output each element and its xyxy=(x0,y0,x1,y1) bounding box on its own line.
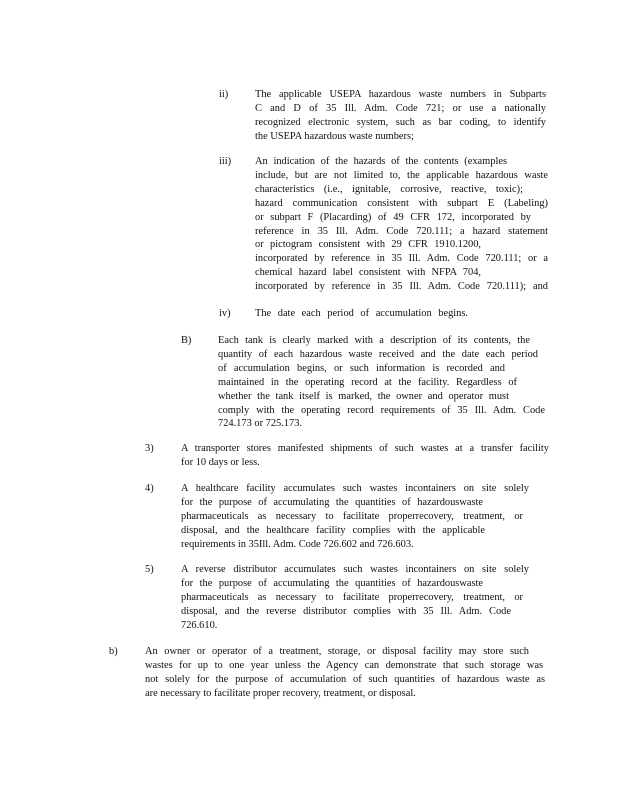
text-line: or subpart F (Placarding) of 49 CFR 172, incorporated by xyxy=(255,211,531,223)
text-line: reference in 35 Ill. Adm. Code 720.111; a hazard statement xyxy=(255,225,548,237)
text-line: incorporated by reference in 35 Ill. Adm. Code 720.111); and xyxy=(255,281,548,293)
text-line: A healthcare facility accumulates such wastes incontainers on site solely xyxy=(181,483,529,494)
paragraph-body xyxy=(255,155,548,294)
text-line: A transporter stores manifested shipments of such wastes at a transfer facility xyxy=(181,443,549,454)
text-line: maintained in the operating record at the facility. Regardless of xyxy=(218,376,517,388)
text-line: chemical hazard label consistent with NFPA 704, xyxy=(255,267,481,279)
text-line: or pictogram consistent with 29 CFR 1910.1200, xyxy=(255,239,481,251)
text-line: quantity of each hazardous waste received and the date each period xyxy=(218,348,538,360)
text-line: hazard communication consistent with subpart E (Labeling) xyxy=(255,197,548,209)
text-line: disposal, and the healthcare facility complies with the applicable xyxy=(181,524,485,536)
paragraph-label: iv) xyxy=(219,308,231,319)
paragraph-body xyxy=(218,334,545,431)
text-line: incorporated by reference in 35 Ill. Adm. Code 720.111; or a xyxy=(255,253,548,265)
text-line: the USEPA hazardous waste numbers; xyxy=(255,130,414,142)
text-line: Each tank is clearly marked with a description of its contents, the xyxy=(218,335,530,346)
paragraph-label: b) xyxy=(109,646,118,657)
paragraph-body xyxy=(145,645,545,701)
text-line: whether the tank itself is marked, the owner and operator must xyxy=(218,390,509,402)
text-line: C and D of 35 Ill. Adm. Code 721; or use a nationally xyxy=(255,102,546,114)
text-line: pharmaceuticals as necessary to facilitate properrecovery, treatment, or xyxy=(181,591,523,603)
paragraph-label: 3) xyxy=(145,443,154,454)
text-line: comply with the operating record requirements of 35 Ill. Adm. Code xyxy=(218,404,545,416)
text-line: wastes for up to one year unless the Agency can demonstrate that such storage was xyxy=(145,659,543,671)
text-line: of accumulation begins, or such information is recorded and xyxy=(218,362,505,374)
text-line: 724.173 or 725.173. xyxy=(218,418,302,430)
paragraph-label: 4) xyxy=(145,483,154,494)
text-line: for the purpose of accumulating the quantities of hazardouswaste xyxy=(181,577,483,589)
paragraph-label: ii) xyxy=(219,89,229,100)
text-line: The applicable USEPA hazardous waste numbers in Subparts xyxy=(255,89,546,100)
text-line: An owner or operator of a treatment, storage, or disposal facility may store such xyxy=(145,646,529,657)
text-line: for 10 days or less. xyxy=(181,456,260,468)
text-line: 726.610. xyxy=(181,619,218,631)
text-line: are necessary to facilitate proper recovery, treatment, or disposal. xyxy=(145,687,416,699)
text-line: for the purpose of accumulating the quantities of hazardouswaste xyxy=(181,496,483,508)
paragraph-label: 5) xyxy=(145,564,154,575)
text-line: The date each period of accumulation begins. xyxy=(255,308,468,319)
text-line: include, but are not limited to, the applicable hazardous waste xyxy=(255,169,548,181)
paragraph-body xyxy=(181,442,549,470)
text-line: recognized electronic system, such as bar coding, to identify xyxy=(255,116,546,128)
paragraph-label: B) xyxy=(181,335,192,346)
text-line: requirements in 35Ill. Adm. Code 726.602 and 726.603. xyxy=(181,538,414,550)
text-line: disposal, and the reverse distributor complies with 35 Ill. Adm. Code xyxy=(181,605,511,617)
paragraph-body xyxy=(255,307,548,321)
paragraph-body xyxy=(181,563,529,633)
paragraph-label: iii) xyxy=(219,156,232,167)
paragraph-body xyxy=(181,482,529,552)
text-line: A reverse distributor accumulates such wastes incontainers on site solely xyxy=(181,564,529,575)
text-line: not solely for the purpose of accumulation of such quantities of hazardous waste as xyxy=(145,673,545,685)
text-line: characteristics (i.e., ignitable, corrosive, reactive, toxic); xyxy=(255,183,523,195)
paragraph-body xyxy=(255,88,546,144)
text-line: An indication of the hazards of the contents (examples xyxy=(255,156,507,167)
text-line: pharmaceuticals as necessary to facilitate properrecovery, treatment, or xyxy=(181,510,523,522)
